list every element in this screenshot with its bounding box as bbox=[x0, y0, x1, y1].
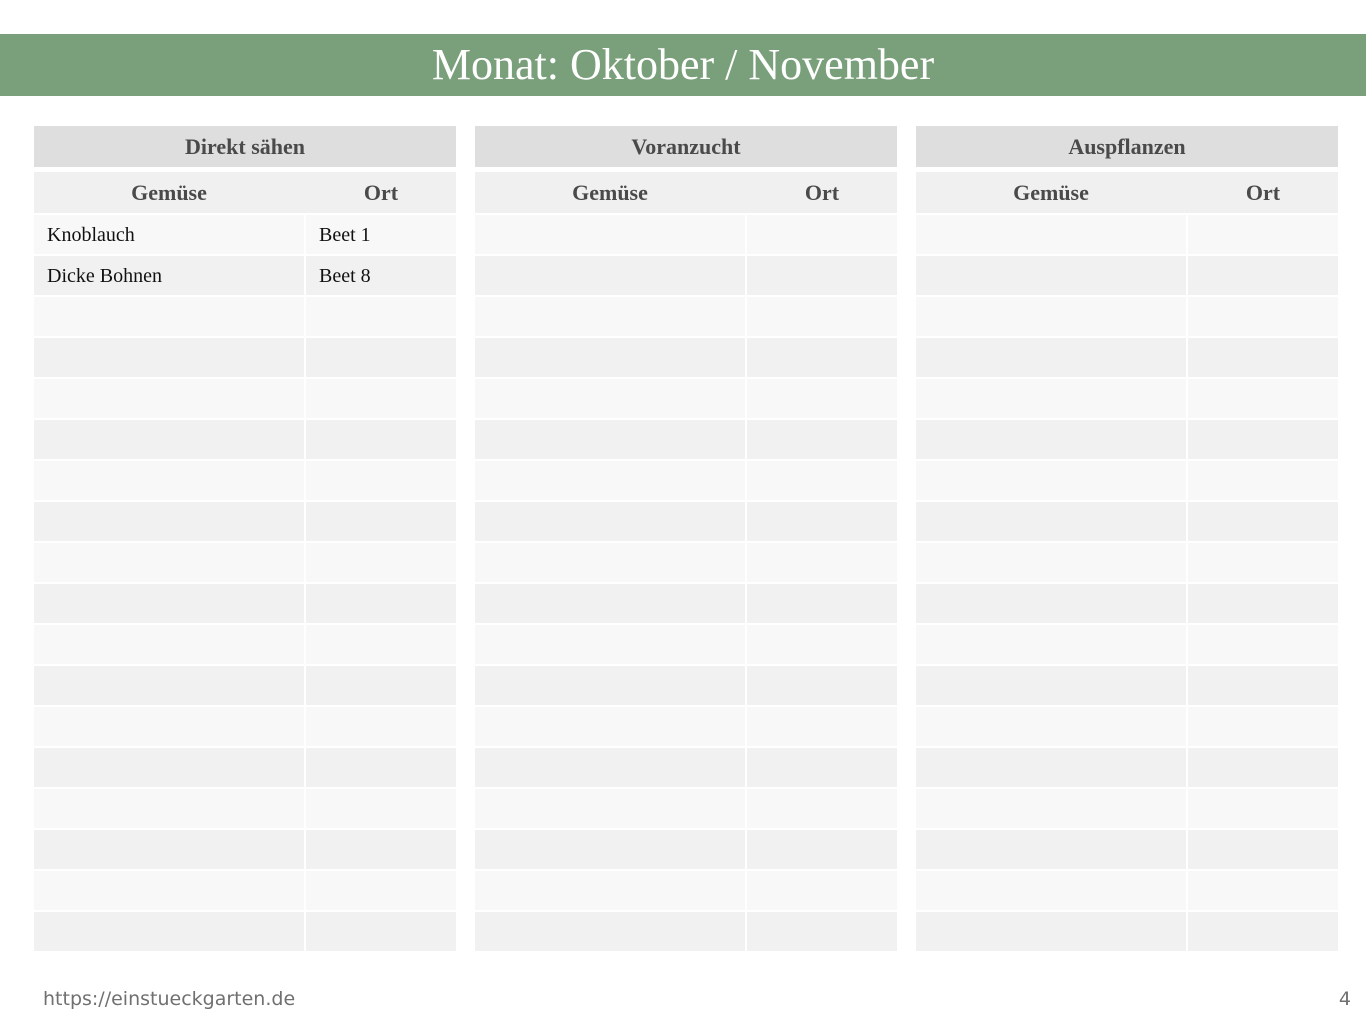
cell-gemuese[interactable] bbox=[475, 748, 745, 787]
cell-gemuese[interactable] bbox=[34, 666, 304, 705]
cell-gemuese[interactable] bbox=[34, 871, 304, 910]
table-row bbox=[916, 666, 1338, 705]
table-row bbox=[34, 338, 456, 377]
cell-ort[interactable] bbox=[1188, 379, 1338, 418]
table-row bbox=[34, 502, 456, 541]
cell-ort[interactable] bbox=[306, 420, 456, 459]
cell-ort[interactable] bbox=[1188, 871, 1338, 910]
cell-gemuese[interactable] bbox=[34, 379, 304, 418]
cell-ort[interactable] bbox=[1188, 666, 1338, 705]
cell-ort[interactable] bbox=[747, 666, 897, 705]
cell-gemuese[interactable] bbox=[475, 707, 745, 746]
cell-ort[interactable] bbox=[306, 912, 456, 951]
cell-gemuese[interactable] bbox=[475, 338, 745, 377]
table-row bbox=[916, 912, 1338, 951]
table-header-row bbox=[34, 172, 456, 213]
cell-gemuese[interactable] bbox=[34, 748, 304, 787]
cell-ort[interactable] bbox=[1188, 297, 1338, 336]
table-row bbox=[34, 789, 456, 828]
table-row bbox=[916, 543, 1338, 582]
cell-ort[interactable] bbox=[1188, 830, 1338, 869]
cell-gemuese[interactable] bbox=[475, 256, 745, 295]
cell-gemuese[interactable] bbox=[916, 420, 1186, 459]
table-row bbox=[34, 420, 456, 459]
table-row bbox=[916, 584, 1338, 623]
table-row bbox=[475, 625, 897, 664]
cell-gemuese[interactable] bbox=[916, 789, 1186, 828]
table-row bbox=[916, 461, 1338, 500]
table-body bbox=[475, 215, 897, 951]
cell-ort[interactable] bbox=[306, 666, 456, 705]
table-row bbox=[475, 871, 897, 910]
cell-gemuese[interactable] bbox=[916, 256, 1186, 295]
table-title: Auspflanzen bbox=[916, 126, 1338, 167]
table-row bbox=[916, 707, 1338, 746]
cell-ort[interactable] bbox=[1188, 461, 1338, 500]
table-row bbox=[475, 379, 897, 418]
table-header-row bbox=[916, 172, 1338, 213]
cell-gemuese[interactable] bbox=[916, 584, 1186, 623]
cell-ort[interactable] bbox=[747, 215, 897, 254]
table-row bbox=[34, 256, 456, 295]
cell-ort[interactable] bbox=[306, 625, 456, 664]
table-row bbox=[475, 584, 897, 623]
cell-gemuese[interactable] bbox=[34, 338, 304, 377]
cell-gemuese[interactable] bbox=[475, 871, 745, 910]
cell-gemuese[interactable] bbox=[475, 625, 745, 664]
table-row bbox=[916, 830, 1338, 869]
table-row bbox=[916, 625, 1338, 664]
cell-gemuese[interactable] bbox=[475, 830, 745, 869]
table-row bbox=[916, 297, 1338, 336]
table-row bbox=[916, 256, 1338, 295]
cell-ort[interactable] bbox=[306, 748, 456, 787]
cell-ort[interactable] bbox=[306, 338, 456, 377]
table-row bbox=[475, 297, 897, 336]
table-row bbox=[34, 748, 456, 787]
cell-ort[interactable] bbox=[747, 461, 897, 500]
cell-ort[interactable] bbox=[1188, 748, 1338, 787]
cell-gemuese[interactable] bbox=[34, 297, 304, 336]
cell-gemuese[interactable] bbox=[916, 748, 1186, 787]
table-row bbox=[475, 256, 897, 295]
table-row bbox=[34, 871, 456, 910]
table-voranzucht bbox=[475, 126, 897, 953]
cell-gemuese[interactable] bbox=[916, 830, 1186, 869]
cell-gemuese[interactable] bbox=[916, 666, 1186, 705]
table-title: Voranzucht bbox=[475, 126, 897, 167]
cell-ort[interactable] bbox=[306, 789, 456, 828]
table-direkt-saehen bbox=[34, 126, 456, 953]
cell-ort[interactable] bbox=[747, 379, 897, 418]
cell-gemuese[interactable] bbox=[34, 912, 304, 951]
cell-ort[interactable] bbox=[747, 502, 897, 541]
footer-url[interactable]: https://einstueckgarten.de bbox=[43, 988, 296, 1010]
table-row bbox=[475, 830, 897, 869]
cell-ort[interactable] bbox=[747, 625, 897, 664]
table-row bbox=[475, 420, 897, 459]
table-row bbox=[475, 666, 897, 705]
column-header-ort: Ort bbox=[804, 180, 840, 205]
cell-gemuese[interactable] bbox=[475, 297, 745, 336]
table-row bbox=[34, 543, 456, 582]
cell-ort[interactable] bbox=[1188, 502, 1338, 541]
table-row bbox=[916, 338, 1338, 377]
cell-gemuese[interactable]: Knoblauch bbox=[34, 215, 304, 254]
cell-ort[interactable] bbox=[747, 543, 897, 582]
table-row bbox=[916, 748, 1338, 787]
cell-gemuese[interactable] bbox=[34, 625, 304, 664]
table-row bbox=[34, 584, 456, 623]
table-row bbox=[34, 379, 456, 418]
table-row bbox=[475, 543, 897, 582]
cell-gemuese[interactable] bbox=[475, 789, 745, 828]
cell-ort[interactable] bbox=[306, 707, 456, 746]
table-row bbox=[475, 912, 897, 951]
cell-gemuese[interactable] bbox=[916, 379, 1186, 418]
page-title: Monat: Oktober / November bbox=[431, 40, 935, 89]
cell-ort[interactable] bbox=[306, 543, 456, 582]
table-row bbox=[34, 461, 456, 500]
cell-gemuese[interactable] bbox=[475, 666, 745, 705]
table-row bbox=[475, 461, 897, 500]
cell-gemuese[interactable] bbox=[475, 584, 745, 623]
cell-ort[interactable]: Beet 1 bbox=[306, 215, 456, 254]
table-row bbox=[34, 297, 456, 336]
cell-ort[interactable] bbox=[747, 297, 897, 336]
cell-gemuese[interactable] bbox=[475, 379, 745, 418]
table-title: Direkt sähen bbox=[34, 126, 456, 167]
cell-gemuese[interactable] bbox=[916, 338, 1186, 377]
cell-ort[interactable] bbox=[747, 420, 897, 459]
cell-gemuese[interactable] bbox=[34, 789, 304, 828]
cell-ort[interactable] bbox=[747, 912, 897, 951]
column-header-ort: Ort bbox=[363, 180, 399, 205]
cell-ort[interactable] bbox=[1188, 789, 1338, 828]
cell-ort[interactable] bbox=[306, 830, 456, 869]
cell-gemuese[interactable] bbox=[916, 707, 1186, 746]
table-row bbox=[916, 871, 1338, 910]
cell-gemuese[interactable] bbox=[34, 830, 304, 869]
cell-gemuese[interactable] bbox=[916, 543, 1186, 582]
table-row bbox=[34, 666, 456, 705]
table-row bbox=[475, 789, 897, 828]
cell-ort[interactable] bbox=[1188, 584, 1338, 623]
table-row bbox=[916, 502, 1338, 541]
cell-gemuese[interactable] bbox=[916, 871, 1186, 910]
page-number: 4 bbox=[1338, 988, 1351, 1010]
table-row bbox=[916, 379, 1338, 418]
cell-ort[interactable] bbox=[747, 707, 897, 746]
cell-ort[interactable] bbox=[1188, 912, 1338, 951]
table-row bbox=[34, 912, 456, 951]
cell-gemuese[interactable] bbox=[34, 502, 304, 541]
column-header-gemuese: Gemüse bbox=[1013, 180, 1089, 205]
cell-ort[interactable] bbox=[1188, 215, 1338, 254]
table-row bbox=[34, 830, 456, 869]
cell-ort[interactable] bbox=[747, 789, 897, 828]
table-row bbox=[475, 502, 897, 541]
column-header-gemuese: Gemüse bbox=[131, 180, 207, 205]
table-row bbox=[916, 215, 1338, 254]
cell-ort[interactable] bbox=[306, 584, 456, 623]
cell-ort[interactable] bbox=[1188, 256, 1338, 295]
cell-gemuese[interactable] bbox=[916, 297, 1186, 336]
cell-ort[interactable] bbox=[306, 297, 456, 336]
column-header-ort: Ort bbox=[1245, 180, 1281, 205]
cell-gemuese[interactable] bbox=[475, 215, 745, 254]
cell-ort[interactable] bbox=[306, 379, 456, 418]
cell-ort[interactable] bbox=[306, 502, 456, 541]
table-row bbox=[34, 707, 456, 746]
table-auspflanzen bbox=[916, 126, 1338, 953]
cell-gemuese[interactable] bbox=[34, 707, 304, 746]
cell-ort[interactable] bbox=[306, 461, 456, 500]
cell-ort[interactable] bbox=[747, 871, 897, 910]
table-body bbox=[34, 215, 456, 951]
cell-gemuese[interactable] bbox=[916, 912, 1186, 951]
cell-ort[interactable] bbox=[1188, 625, 1338, 664]
cell-gemuese[interactable] bbox=[916, 625, 1186, 664]
table-body bbox=[916, 215, 1338, 951]
cell-gemuese[interactable] bbox=[475, 502, 745, 541]
cell-ort[interactable] bbox=[1188, 707, 1338, 746]
table-row bbox=[34, 215, 456, 254]
table-row bbox=[916, 420, 1338, 459]
cell-gemuese[interactable] bbox=[916, 215, 1186, 254]
table-row bbox=[475, 707, 897, 746]
table-row bbox=[475, 215, 897, 254]
cell-ort[interactable] bbox=[1188, 338, 1338, 377]
cell-gemuese[interactable] bbox=[34, 584, 304, 623]
table-row bbox=[475, 338, 897, 377]
cell-ort[interactable] bbox=[747, 338, 897, 377]
cell-ort[interactable] bbox=[1188, 543, 1338, 582]
page-title-banner bbox=[0, 34, 1366, 96]
cell-gemuese[interactable] bbox=[475, 420, 745, 459]
cell-gemuese[interactable] bbox=[475, 461, 745, 500]
cell-ort[interactable] bbox=[306, 871, 456, 910]
cell-gemuese[interactable] bbox=[34, 543, 304, 582]
cell-gemuese[interactable] bbox=[916, 502, 1186, 541]
cell-gemuese[interactable] bbox=[475, 912, 745, 951]
table-row bbox=[475, 748, 897, 787]
cell-ort[interactable] bbox=[747, 256, 897, 295]
cell-ort[interactable] bbox=[747, 748, 897, 787]
cell-gemuese[interactable]: Dicke Bohnen bbox=[34, 256, 304, 295]
cell-ort[interactable] bbox=[1188, 420, 1338, 459]
cell-gemuese[interactable] bbox=[475, 543, 745, 582]
cell-ort[interactable] bbox=[747, 830, 897, 869]
column-header-gemuese: Gemüse bbox=[572, 180, 648, 205]
cell-ort[interactable] bbox=[747, 584, 897, 623]
cell-ort[interactable]: Beet 8 bbox=[306, 256, 456, 295]
table-row bbox=[34, 625, 456, 664]
cell-gemuese[interactable] bbox=[916, 461, 1186, 500]
table-header-row bbox=[475, 172, 897, 213]
cell-gemuese[interactable] bbox=[34, 420, 304, 459]
cell-gemuese[interactable] bbox=[34, 461, 304, 500]
table-row bbox=[916, 789, 1338, 828]
